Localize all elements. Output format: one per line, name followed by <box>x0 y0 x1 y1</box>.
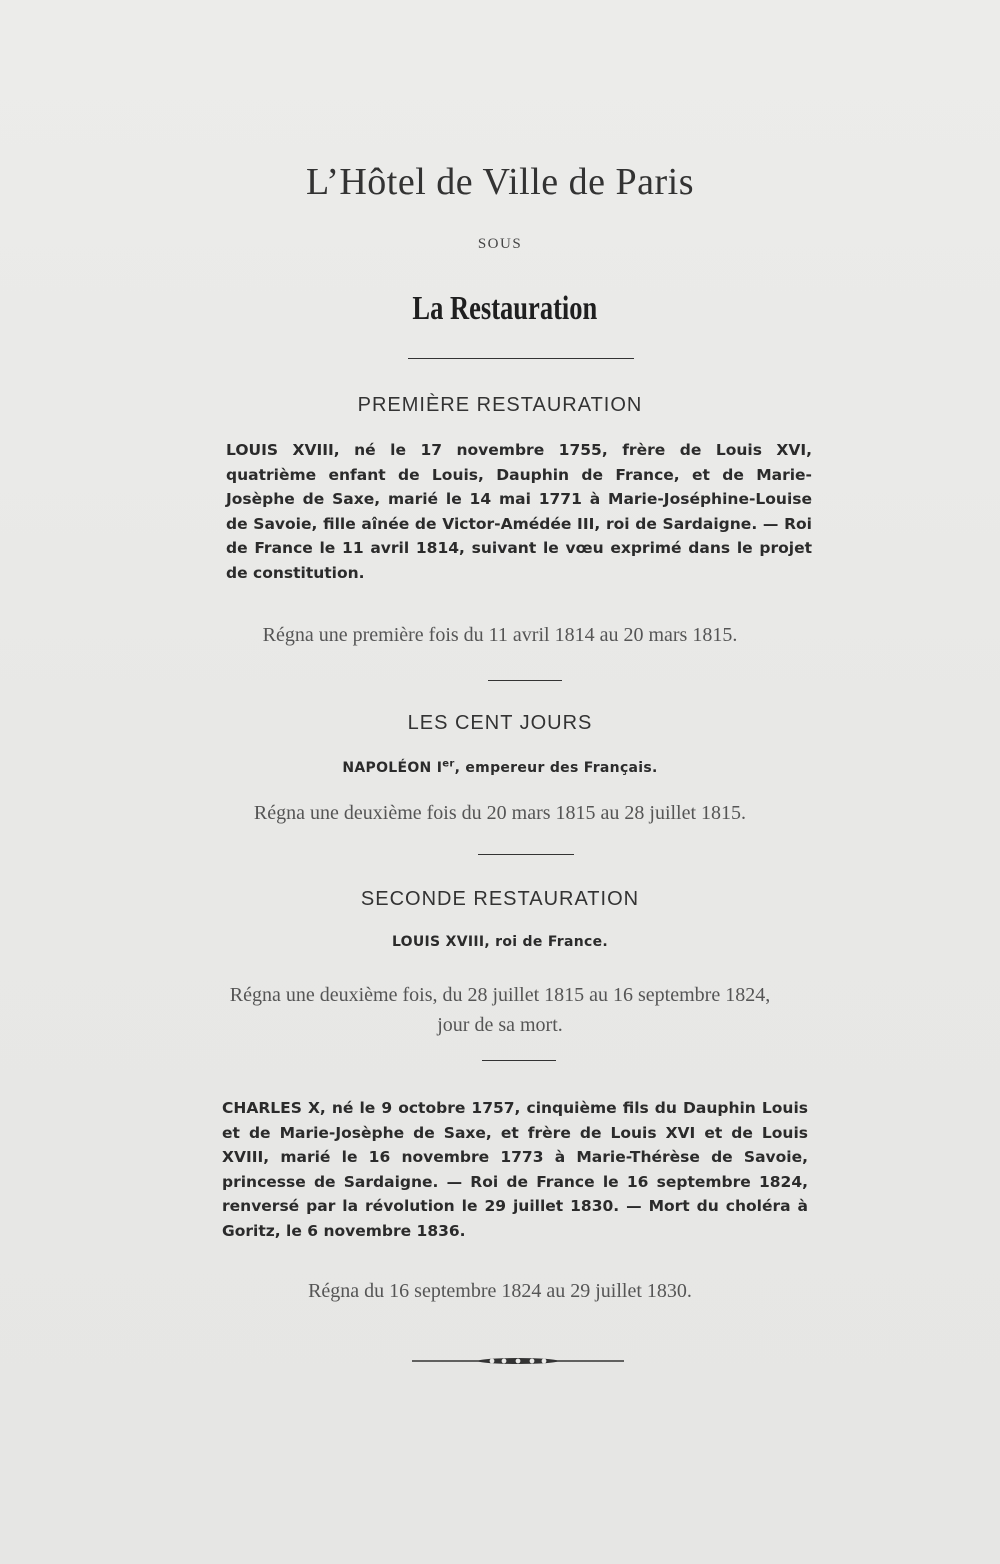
section-divider-1 <box>488 680 562 681</box>
section-heading-premiere: PREMIÈRE RESTAURATION <box>357 394 643 416</box>
section-heading-cent-jours: LES CENT JOURS <box>407 712 593 734</box>
page-subtitle: La Restauration <box>412 290 598 327</box>
bio-napoleon-name: NAPOLÉON I <box>342 760 443 776</box>
reign-cent-jours: Régna une deuxième fois du 20 mars 1815 au 28 juillet 1815. <box>253 802 747 824</box>
bio-charles-x: CHARLES X, né le 9 octobre 1757, cinquième fils du Dauphin Louis et de Marie-Josèphe de Saxe, et frère de Louis XVI et de Louis XVIII, marié le 16 novembre 1773 à Marie-Thérèse de Savoie, princesse de Sardaigne. — Roi de France le 16 septembre 1824, renversé par la révolution le 29 juillet 1830. — Mort du choléra à Goritz, le 6 novembre 1836. <box>222 1099 808 1240</box>
section-divider-3 <box>482 1060 556 1061</box>
bio-napoleon <box>0 760 1000 776</box>
bio-louis-xviii-roi: LOUIS XVIII, roi de France. <box>391 934 609 950</box>
title-divider <box>408 358 634 359</box>
bio-louis-xviii: LOUIS XVIII, né le 17 novembre 1755, frère de Louis XVI, quatrième enfant de Louis, Dauphin de France, et de Marie-Josèphe de Saxe, marié le 14 mai 1771 à Marie-Joséphine-Louise de Savoie, fille aînée de Victor-Amédée III, roi de Sardaigne. — Roi de France le 11 avril 1814, suivant le vœu exprimé dans le projet de constitution. <box>226 441 812 582</box>
reign-seconde-line1: Régna une deuxième fois, du 28 juillet 1815 au 16 septembre 1824, <box>229 984 771 1006</box>
sous-label: SOUS <box>477 236 523 252</box>
page-title: L’Hôtel de Ville de Paris <box>305 161 695 203</box>
fleuron-ornament <box>412 1357 624 1365</box>
reign-first: Régna une première fois du 11 avril 1814 au 20 mars 1815. <box>262 624 738 646</box>
bio-napoleon-rest: , empereur des Français. <box>454 760 658 776</box>
section-heading-seconde: SECONDE RESTAURATION <box>360 888 640 910</box>
reign-seconde-line2: jour de sa mort. <box>437 1014 563 1036</box>
reign-charles-x: Régna du 16 septembre 1824 au 29 juillet 1830. <box>308 1280 692 1302</box>
section-divider-2 <box>478 854 574 855</box>
bio-napoleon-sup: er <box>442 758 455 770</box>
